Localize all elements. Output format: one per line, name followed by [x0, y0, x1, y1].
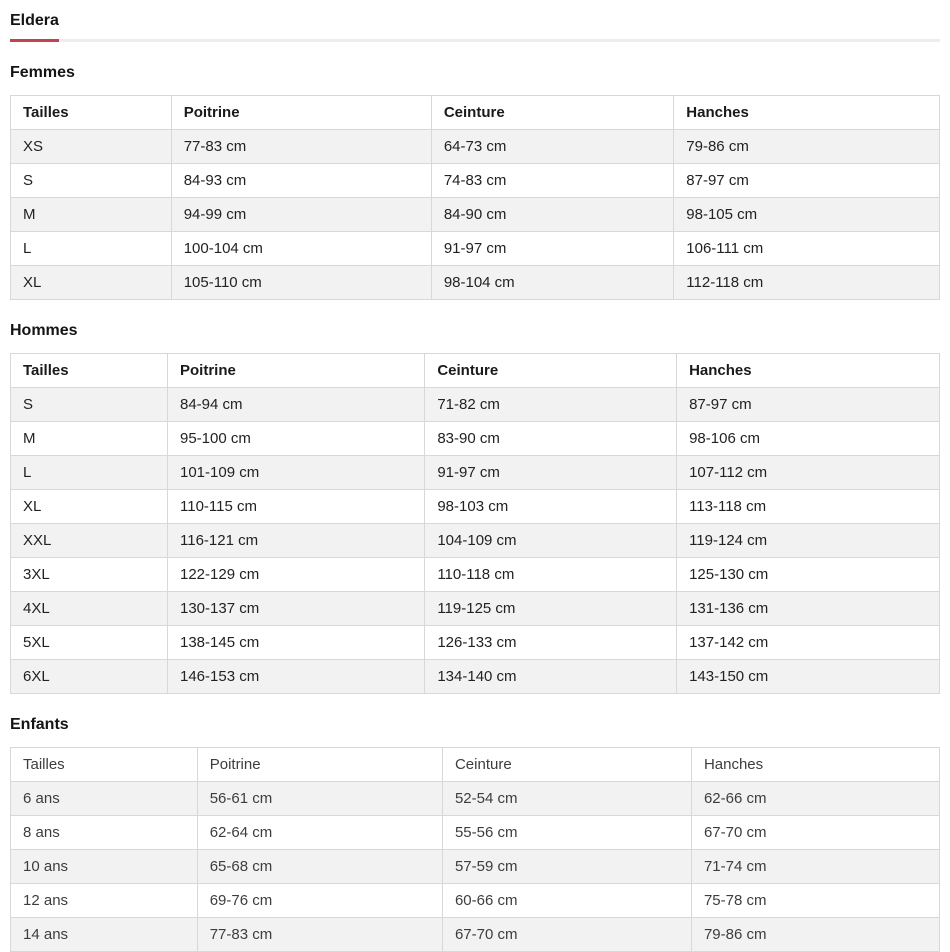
table-cell: XS	[11, 130, 172, 164]
table-cell: M	[11, 198, 172, 232]
table-cell: 75-78 cm	[691, 884, 939, 918]
table-row	[11, 884, 940, 918]
table-cell: 84-93 cm	[171, 164, 431, 198]
column-header: Poitrine	[197, 748, 442, 782]
table-row	[11, 388, 940, 422]
table-cell: 146-153 cm	[168, 660, 425, 694]
table-cell: 110-118 cm	[425, 558, 677, 592]
table-cell: 138-145 cm	[168, 626, 425, 660]
table-row	[11, 782, 940, 816]
table-cell: 84-94 cm	[168, 388, 425, 422]
section-heading: Femmes	[10, 64, 75, 81]
table-cell: 87-97 cm	[674, 164, 940, 198]
table-cell: 74-83 cm	[431, 164, 673, 198]
table-cell: 69-76 cm	[197, 884, 442, 918]
table-cell: 106-111 cm	[674, 232, 940, 266]
table-cell: 67-70 cm	[442, 918, 691, 952]
column-header: Tailles	[11, 748, 198, 782]
table-row	[11, 626, 940, 660]
active-tab-indicator	[10, 39, 59, 42]
size-table	[10, 95, 940, 300]
table-cell: 119-125 cm	[425, 592, 677, 626]
tab-bar	[10, 10, 940, 42]
table-cell: 10 ans	[11, 850, 198, 884]
table-cell: S	[11, 388, 168, 422]
table-cell: 131-136 cm	[677, 592, 940, 626]
table-cell: 100-104 cm	[171, 232, 431, 266]
table-cell: 130-137 cm	[168, 592, 425, 626]
header-row	[11, 354, 940, 388]
size-table	[10, 747, 940, 952]
column-header: Tailles	[11, 354, 168, 388]
column-header: Tailles	[11, 96, 172, 130]
table-cell: 94-99 cm	[171, 198, 431, 232]
table-row	[11, 266, 940, 300]
table-row	[11, 592, 940, 626]
table-cell: 91-97 cm	[425, 456, 677, 490]
size-table	[10, 353, 940, 694]
table-cell: XL	[11, 266, 172, 300]
table-cell: 6 ans	[11, 782, 198, 816]
column-header: Ceinture	[425, 354, 677, 388]
table-row	[11, 558, 940, 592]
table-cell: 83-90 cm	[425, 422, 677, 456]
size-guide-sections	[10, 64, 940, 952]
table-cell: 98-106 cm	[677, 422, 940, 456]
table-row	[11, 850, 940, 884]
table-row	[11, 490, 940, 524]
table-cell: 3XL	[11, 558, 168, 592]
table-row	[11, 164, 940, 198]
table-cell: 79-86 cm	[674, 130, 940, 164]
table-row	[11, 918, 940, 952]
table-cell: 71-82 cm	[425, 388, 677, 422]
column-header: Poitrine	[171, 96, 431, 130]
table-cell: 84-90 cm	[431, 198, 673, 232]
column-header: Hanches	[677, 354, 940, 388]
table-cell: 110-115 cm	[168, 490, 425, 524]
table-cell: 91-97 cm	[431, 232, 673, 266]
table-row	[11, 232, 940, 266]
table-cell: 67-70 cm	[691, 816, 939, 850]
column-header: Ceinture	[431, 96, 673, 130]
table-cell: 6XL	[11, 660, 168, 694]
table-cell: 77-83 cm	[197, 918, 442, 952]
table-cell: 56-61 cm	[197, 782, 442, 816]
header-row	[11, 96, 940, 130]
table-cell: M	[11, 422, 168, 456]
table-row	[11, 524, 940, 558]
table-cell: 79-86 cm	[691, 918, 939, 952]
table-cell: 57-59 cm	[442, 850, 691, 884]
table-cell: 71-74 cm	[691, 850, 939, 884]
table-cell: 98-105 cm	[674, 198, 940, 232]
table-cell: 119-124 cm	[677, 524, 940, 558]
table-cell: XXL	[11, 524, 168, 558]
table-cell: S	[11, 164, 172, 198]
table-row	[11, 816, 940, 850]
size-section-femmes	[10, 64, 940, 300]
table-cell: 112-118 cm	[674, 266, 940, 300]
table-cell: XL	[11, 490, 168, 524]
table-cell: 12 ans	[11, 884, 198, 918]
table-cell: 125-130 cm	[677, 558, 940, 592]
table-cell: L	[11, 456, 168, 490]
table-cell: 101-109 cm	[168, 456, 425, 490]
table-row	[11, 130, 940, 164]
tab-eldera[interactable]: Eldera	[10, 12, 59, 29]
table-cell: 77-83 cm	[171, 130, 431, 164]
column-header: Hanches	[691, 748, 939, 782]
table-cell: 134-140 cm	[425, 660, 677, 694]
table-cell: 5XL	[11, 626, 168, 660]
table-cell: 14 ans	[11, 918, 198, 952]
column-header: Poitrine	[168, 354, 425, 388]
table-cell: 87-97 cm	[677, 388, 940, 422]
table-cell: 107-112 cm	[677, 456, 940, 490]
table-cell: 116-121 cm	[168, 524, 425, 558]
table-cell: 113-118 cm	[677, 490, 940, 524]
column-header: Ceinture	[442, 748, 691, 782]
table-cell: 8 ans	[11, 816, 198, 850]
section-heading: Hommes	[10, 322, 78, 339]
table-row	[11, 456, 940, 490]
tab-underline	[10, 39, 940, 42]
table-cell: 4XL	[11, 592, 168, 626]
table-cell: 122-129 cm	[168, 558, 425, 592]
table-cell: 105-110 cm	[171, 266, 431, 300]
header-row	[11, 748, 940, 782]
table-cell: 60-66 cm	[442, 884, 691, 918]
size-section-hommes	[10, 322, 940, 694]
table-cell: 143-150 cm	[677, 660, 940, 694]
table-cell: 98-103 cm	[425, 490, 677, 524]
section-heading: Enfants	[10, 716, 69, 733]
table-cell: L	[11, 232, 172, 266]
column-header: Hanches	[674, 96, 940, 130]
table-row	[11, 422, 940, 456]
table-cell: 126-133 cm	[425, 626, 677, 660]
table-cell: 104-109 cm	[425, 524, 677, 558]
table-cell: 62-64 cm	[197, 816, 442, 850]
table-cell: 55-56 cm	[442, 816, 691, 850]
table-cell: 98-104 cm	[431, 266, 673, 300]
table-cell: 52-54 cm	[442, 782, 691, 816]
table-cell: 62-66 cm	[691, 782, 939, 816]
table-cell: 137-142 cm	[677, 626, 940, 660]
table-row	[11, 198, 940, 232]
table-cell: 95-100 cm	[168, 422, 425, 456]
table-cell: 64-73 cm	[431, 130, 673, 164]
size-guide-page	[10, 10, 940, 952]
table-row	[11, 660, 940, 694]
size-section-enfants	[10, 716, 940, 952]
table-cell: 65-68 cm	[197, 850, 442, 884]
